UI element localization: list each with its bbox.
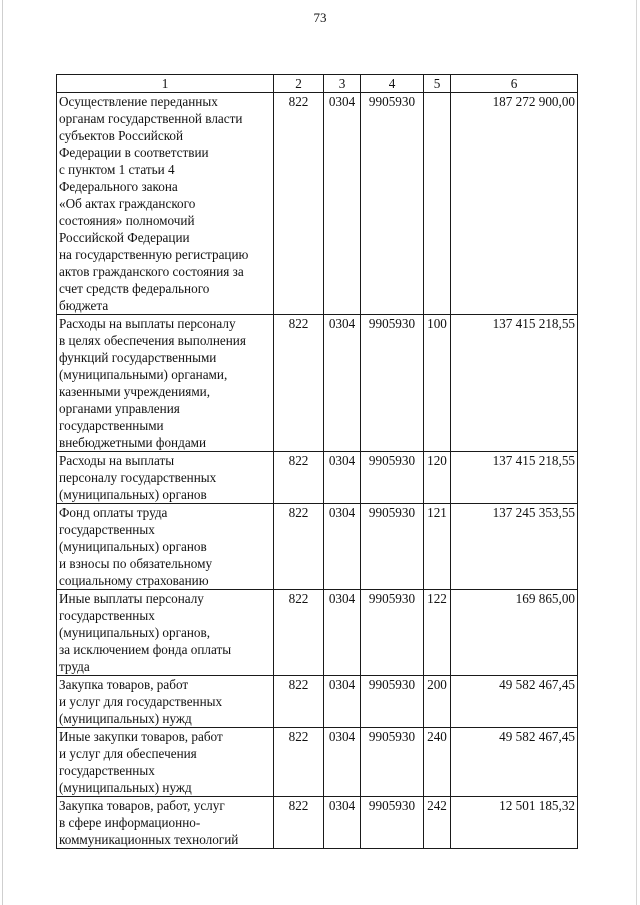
row-amount: 49 582 467,45	[451, 676, 578, 728]
row-section: 0304	[324, 504, 361, 590]
row-amount: 12 501 185,32	[451, 797, 578, 849]
row-expense-type: 121	[424, 504, 451, 590]
table-row	[57, 315, 578, 452]
row-ministry: 822	[274, 797, 324, 849]
row-section: 0304	[324, 676, 361, 728]
row-name: Расходы на выплаты персоналу государственных (муниципальных) органов	[57, 452, 274, 504]
header-col-6: 6	[451, 75, 578, 93]
row-expense-type: 120	[424, 452, 451, 504]
row-expense-type	[424, 93, 451, 315]
row-section: 0304	[324, 452, 361, 504]
row-name: Фонд оплаты труда государственных (муниципальных) органов и взносы по обязательному социальному страхованию	[57, 504, 274, 590]
row-target: 9905930	[361, 590, 424, 676]
row-expense-type: 122	[424, 590, 451, 676]
table-row	[57, 452, 578, 504]
header-col-5: 5	[424, 75, 451, 93]
row-target: 9905930	[361, 728, 424, 797]
table-row	[57, 93, 578, 315]
row-expense-type: 240	[424, 728, 451, 797]
row-expense-type: 200	[424, 676, 451, 728]
row-amount: 137 415 218,55	[451, 315, 578, 452]
header-row	[57, 75, 578, 93]
header-col-3: 3	[324, 75, 361, 93]
row-section: 0304	[324, 590, 361, 676]
row-target: 9905930	[361, 315, 424, 452]
row-section: 0304	[324, 315, 361, 452]
table-header	[57, 75, 578, 93]
row-amount: 137 415 218,55	[451, 452, 578, 504]
row-amount: 187 272 900,00	[451, 93, 578, 315]
row-target: 9905930	[361, 452, 424, 504]
page-number: 73	[313, 10, 327, 25]
table-row	[57, 590, 578, 676]
row-name: Иные выплаты персоналу государственных (муниципальных) органов, за исключением фонда оплаты труда	[57, 590, 274, 676]
budget-table	[56, 74, 578, 849]
row-section: 0304	[324, 93, 361, 315]
row-ministry: 822	[274, 93, 324, 315]
row-expense-type: 100	[424, 315, 451, 452]
header-col-2: 2	[274, 75, 324, 93]
row-name: Закупка товаров, работ, услуг в сфере информационно- коммуникационных технологий	[57, 797, 274, 849]
row-section: 0304	[324, 797, 361, 849]
row-ministry: 822	[274, 590, 324, 676]
header-col-1: 1	[57, 75, 274, 93]
row-ministry: 822	[274, 452, 324, 504]
row-ministry: 822	[274, 728, 324, 797]
scan-edge-right	[636, 0, 637, 905]
header-col-4: 4	[361, 75, 424, 93]
row-section: 0304	[324, 728, 361, 797]
row-target: 9905930	[361, 93, 424, 315]
table-row	[57, 728, 578, 797]
row-ministry: 822	[274, 315, 324, 452]
table-row	[57, 504, 578, 590]
table-row	[57, 797, 578, 849]
row-expense-type: 242	[424, 797, 451, 849]
row-ministry: 822	[274, 676, 324, 728]
row-name: Расходы на выплаты персоналу в целях обеспечения выполнения функций государственными (муниципальными) органами, казенными учреждениями, органами управления государственными внебюджетными фондами	[57, 315, 274, 452]
table-row	[57, 676, 578, 728]
row-name: Иные закупки товаров, работ и услуг для обеспечения государственных (муниципальных) нужд	[57, 728, 274, 797]
row-target: 9905930	[361, 676, 424, 728]
row-amount: 49 582 467,45	[451, 728, 578, 797]
row-amount: 137 245 353,55	[451, 504, 578, 590]
row-name: Закупка товаров, работ и услуг для государственных (муниципальных) нужд	[57, 676, 274, 728]
row-target: 9905930	[361, 797, 424, 849]
row-target: 9905930	[361, 504, 424, 590]
row-ministry: 822	[274, 504, 324, 590]
row-name: Осуществление переданных органам государственной власти субъектов Российской Федерации в соответствии с пунктом 1 статьи 4 Федерального закона «Об актах гражданского состояния» полномочий Российской Федерации на государственную регистрацию актов гражданского состояния за счет средств федерального бюджета	[57, 93, 274, 315]
scan-edge-left	[2, 0, 3, 905]
table-body	[57, 93, 578, 849]
row-amount: 169 865,00	[451, 590, 578, 676]
